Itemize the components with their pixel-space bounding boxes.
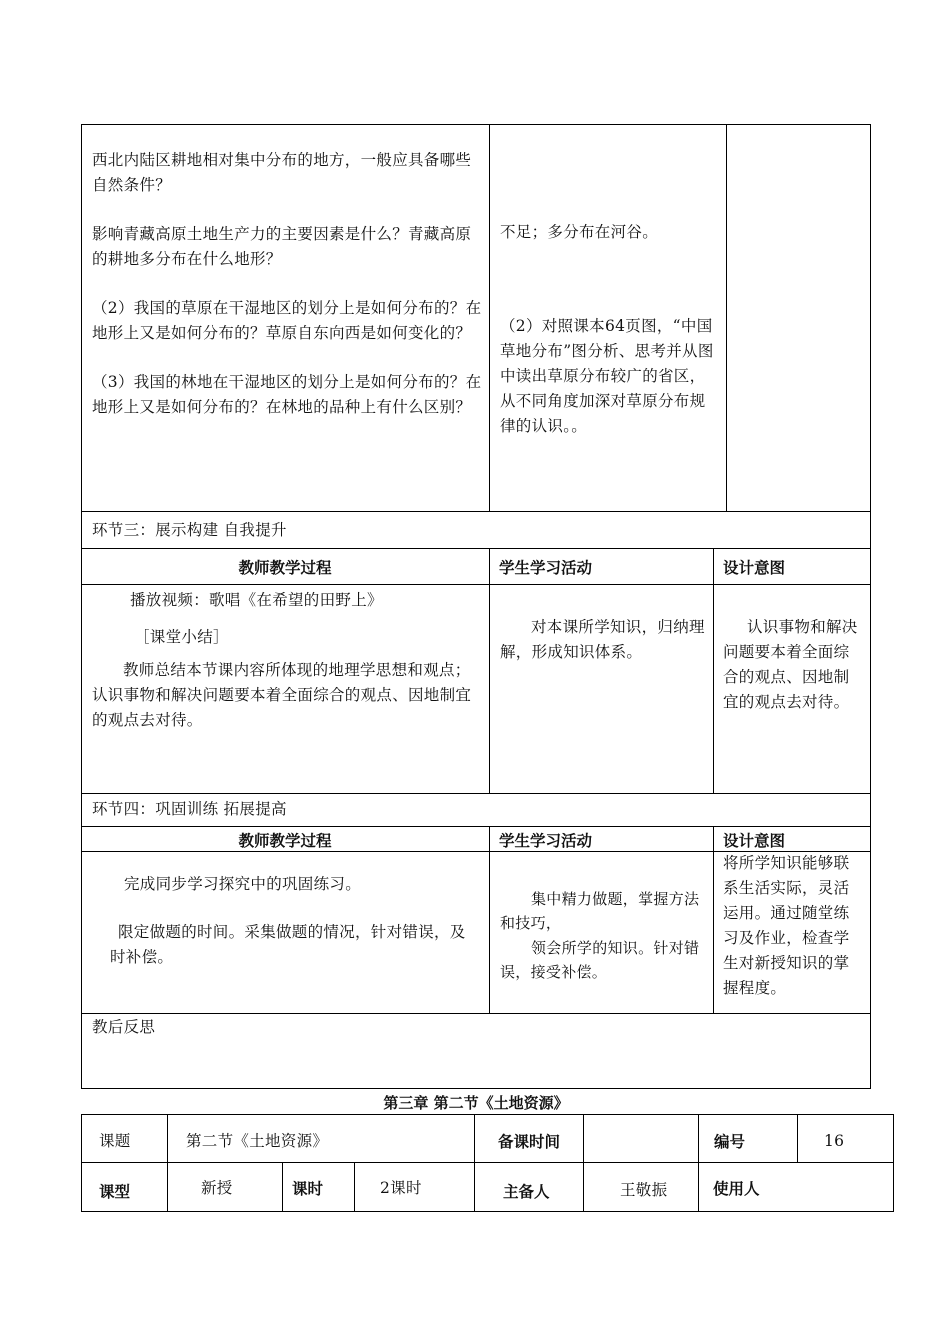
divider bbox=[354, 1162, 355, 1212]
divider bbox=[698, 1114, 699, 1212]
divider bbox=[81, 511, 871, 512]
section4-teacher-practice: 完成同步学习探究中的巩固练习。 bbox=[124, 875, 362, 893]
divider bbox=[489, 548, 490, 793]
divider bbox=[474, 1114, 475, 1212]
number-label: 编号 bbox=[714, 1133, 746, 1151]
section4-student-line1: 集中精力做题，掌握方法和技巧， bbox=[500, 890, 700, 932]
hours-label: 课时 bbox=[292, 1180, 324, 1198]
section4-col-teacher: 教师教学过程 bbox=[238, 832, 332, 850]
divider bbox=[583, 1114, 584, 1212]
hours-value: 2课时 bbox=[380, 1179, 422, 1197]
question-forest: （3）我国的林地在干湿地区的划分上是如何分布的？在地形上又是如何分布的？在林地的品种上有什么区别？ bbox=[92, 373, 482, 416]
topic-value: 第二节《土地资源》 bbox=[186, 1132, 329, 1150]
section4-student-line2: 领会所学的知识。针对错误，接受补偿。 bbox=[500, 939, 700, 981]
answer-grassland-activity: （2）对照课本64页图，“中国草地分布”图分析、思考并从图中读出草原分布较广的省区，从不同角度加深对草原分布规律的认识。。 bbox=[500, 317, 714, 435]
divider bbox=[489, 124, 490, 511]
divider bbox=[282, 1162, 283, 1212]
answer-qinghai-tibet: 不足；多分布在河谷。 bbox=[500, 223, 659, 241]
section3-student-activity: 对本课所学知识，归纳理解，形成知识体系。 bbox=[500, 618, 705, 661]
section3-col-design: 设计意图 bbox=[723, 559, 786, 577]
section3-teacher-video: 播放视频：歌唱《在希望的田野上》 bbox=[130, 591, 383, 609]
section3-design-intent: 认识事物和解决问题要本着全面综合的观点、因地制宜的观点去对待。 bbox=[723, 618, 858, 711]
section3-teacher-summary: 教师总结本节课内容所体现的地理学思想和观点；认识事物和解决问题要本着全面综合的观点、因地制宜的观点去对待。 bbox=[92, 661, 472, 729]
section4-teacher-timing: 限定做题的时间。采集做题的情况，针对错误，及时补偿。 bbox=[110, 923, 466, 966]
question-list bbox=[92, 148, 484, 420]
divider bbox=[81, 793, 871, 794]
chapter-title: 第三章 第二节《土地资源》 bbox=[383, 1094, 569, 1112]
preparer-value: 王敬振 bbox=[620, 1181, 668, 1199]
divider bbox=[81, 1162, 894, 1163]
type-value: 新授 bbox=[201, 1179, 233, 1197]
type-label: 课型 bbox=[99, 1183, 131, 1201]
divider bbox=[713, 548, 714, 793]
section3-col-teacher: 教师教学过程 bbox=[238, 559, 332, 577]
section4-design-intent: 将所学知识能够联系生活实际，灵活运用。通过随堂练习及作业，检查学生对新授知识的掌握程度。 bbox=[723, 854, 850, 997]
section3-teacher-summary-label: ［课堂小结］ bbox=[134, 628, 229, 646]
question-qinghai-tibet: 影响青藏高原土地生产力的主要因素是什么？青藏高原的耕地多分布在什么地形？ bbox=[92, 225, 472, 268]
section3-title: 环节三：展示构建 自我提升 bbox=[92, 521, 287, 539]
divider bbox=[81, 548, 871, 549]
section4-col-design: 设计意图 bbox=[723, 832, 786, 850]
divider bbox=[81, 1013, 871, 1014]
divider bbox=[81, 584, 871, 585]
divider bbox=[797, 1114, 798, 1162]
divider bbox=[713, 826, 714, 1013]
section4-title: 环节四：巩固训练 拓展提高 bbox=[92, 800, 287, 818]
user-label: 使用人 bbox=[713, 1180, 760, 1198]
reflection-label: 教后反思 bbox=[92, 1018, 156, 1036]
question-arable-northwest: 西北内陆区耕地相对集中分布的地方，一般应具备哪些自然条件？ bbox=[92, 151, 472, 194]
preparer-label: 主备人 bbox=[503, 1183, 550, 1201]
question-grassland: （2）我国的草原在干湿地区的划分上是如何分布的？在地形上又是如何分布的？草原自东向西是如何变化的？ bbox=[92, 299, 482, 342]
section3-col-student: 学生学习活动 bbox=[499, 559, 593, 577]
divider bbox=[726, 124, 727, 511]
divider bbox=[489, 826, 490, 1013]
section4-col-student: 学生学习活动 bbox=[499, 832, 593, 850]
divider bbox=[167, 1114, 168, 1212]
prep-time-label: 备课时间 bbox=[498, 1133, 561, 1151]
divider bbox=[81, 826, 871, 827]
number-value: 16 bbox=[824, 1132, 845, 1150]
topic-label: 课题 bbox=[99, 1132, 131, 1150]
